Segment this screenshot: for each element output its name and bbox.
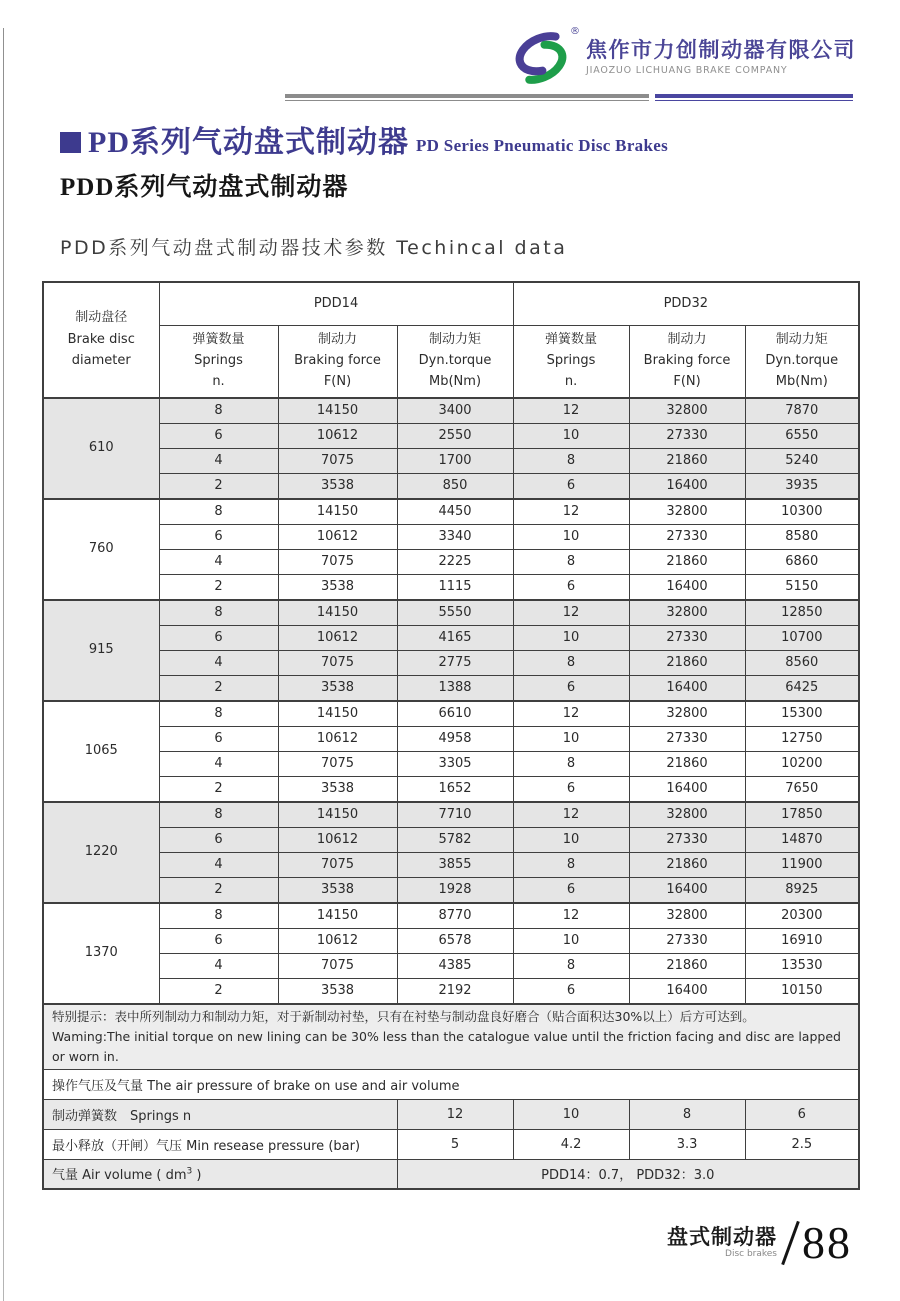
data-cell: 4958 [397,726,513,751]
brake-disc-diameter-header: 制动盘径 Brake disc diameter [43,282,159,398]
data-cell: 7650 [745,776,859,802]
data-cell: 12 [513,701,629,727]
data-cell: 10 [513,726,629,751]
data-cell: 13530 [745,953,859,978]
data-cell: 32800 [629,398,745,424]
data-cell: 27330 [629,423,745,448]
series-title-en: PD Series Pneumatic Disc Brakes [416,135,668,155]
data-cell: 10300 [745,499,859,525]
data-cell: 8 [159,499,278,525]
data-cell: 10 [513,625,629,650]
brake-disc-diameter-cell: 760 [43,499,159,600]
braking-force-header: 制动力 Braking force F(N) [629,326,745,398]
data-cell: 8580 [745,524,859,549]
data-cell: 5240 [745,448,859,473]
air-volume-label: 气量 Air volume ( $dm^3$ ) [43,1159,397,1189]
data-cell: 2192 [397,978,513,1004]
brake-disc-diameter-cell: 915 [43,600,159,701]
data-cell: 8 [159,701,278,727]
data-cell: 8 [513,751,629,776]
footer-section-label [667,1227,777,1259]
data-cell: 7870 [745,398,859,424]
footer-label-cn: 盘式制动器 [667,1225,777,1249]
air-volume-row [43,1159,859,1189]
title-square-bullet-icon [60,132,81,153]
data-cell: 3538 [278,473,397,499]
data-cell: 1928 [397,877,513,903]
data-cell: 32800 [629,701,745,727]
min-release-pressure-row [43,1129,859,1159]
data-cell: 2 [159,473,278,499]
data-cell: 14150 [278,398,397,424]
value-cell: 12 [397,1099,513,1129]
registered-trademark-icon: ® [570,26,580,37]
data-cell: 2 [159,877,278,903]
springs-count-row [43,1099,859,1129]
data-cell: 16910 [745,928,859,953]
data-cell: 17850 [745,802,859,828]
data-cell: 16400 [629,877,745,903]
data-cell: 10200 [745,751,859,776]
data-cell: 6610 [397,701,513,727]
model-header-pdd14: PDD14 [159,282,513,326]
data-cell: 4 [159,448,278,473]
data-cell: 10612 [278,827,397,852]
data-cell: 14150 [278,903,397,929]
logo-swirl-icon [506,28,578,86]
data-cell: 21860 [629,751,745,776]
warning-note-cell [43,1004,859,1070]
data-cell: 20300 [745,903,859,929]
data-cell: 2225 [397,549,513,574]
table-row [43,574,859,600]
data-cell: 32800 [629,600,745,626]
data-cell: 12 [513,398,629,424]
value-cell: 2.5 [745,1129,859,1159]
data-cell: 15300 [745,701,859,727]
data-cell: 16400 [629,978,745,1004]
data-cell: 10612 [278,726,397,751]
data-cell: 14150 [278,600,397,626]
table-row [43,776,859,802]
data-cell: 8925 [745,877,859,903]
data-cell: 8 [513,953,629,978]
table-row [43,726,859,751]
data-cell: 3538 [278,675,397,701]
data-cell: 12 [513,903,629,929]
table-row [43,802,859,828]
table-row [43,701,859,727]
model-subtitle: PDD系列气动盘式制动器 [60,173,349,201]
data-cell: 6 [159,827,278,852]
table-row [43,473,859,499]
data-cell: 7075 [278,953,397,978]
data-cell: 6 [513,574,629,600]
data-cell: 6550 [745,423,859,448]
data-cell: 7710 [397,802,513,828]
header-rule-purple [655,94,853,101]
data-cell: 21860 [629,953,745,978]
data-cell: 6425 [745,675,859,701]
table-row [43,549,859,574]
data-cell: 12 [513,802,629,828]
data-cell: 12 [513,600,629,626]
data-cell: 16400 [629,473,745,499]
table-row [43,751,859,776]
data-cell: 2550 [397,423,513,448]
brake-disc-diameter-cell: 1370 [43,903,159,1004]
header-rule [285,94,855,101]
data-cell: 2 [159,978,278,1004]
air-pressure-section-label: 操作气压及气量 The air pressure of brake on use and air volume [43,1069,859,1099]
data-cell: 4 [159,549,278,574]
data-cell: 6 [159,625,278,650]
data-cell: 10 [513,827,629,852]
data-cell: 1388 [397,675,513,701]
company-name-cn: 焦作市力创制动器有限公司 [586,38,856,63]
page-header [0,28,856,86]
data-cell: 8770 [397,903,513,929]
data-cell: 3538 [278,776,397,802]
company-name-block [586,38,856,75]
table-row [43,448,859,473]
data-cell: 4385 [397,953,513,978]
table-row [43,675,859,701]
brake-disc-diameter-cell: 1065 [43,701,159,802]
data-cell: 8 [513,448,629,473]
footer-slash-icon [781,1221,800,1265]
table-row [43,423,859,448]
page-number: 88 [802,1217,852,1268]
data-cell: 10612 [278,524,397,549]
data-cell: 10 [513,928,629,953]
min-release-pressure-label: 最小释放（开闸）气压 Min resease pressure (bar) [43,1129,397,1159]
springs-header: 弹簧数量 Springs n. [513,326,629,398]
data-cell: 5550 [397,600,513,626]
data-cell: 27330 [629,524,745,549]
table-row [43,953,859,978]
series-title-row [60,127,900,159]
data-cell: 12 [513,499,629,525]
data-cell: 10 [513,524,629,549]
data-cell: 1652 [397,776,513,802]
data-cell: 3400 [397,398,513,424]
data-cell: 3538 [278,877,397,903]
data-cell: 10612 [278,625,397,650]
company-logo [506,28,578,86]
data-cell: 5150 [745,574,859,600]
data-cell: 850 [397,473,513,499]
data-cell: 8 [159,600,278,626]
footer-label-en: Disc brakes [725,1249,777,1259]
table-row [43,903,859,929]
dyn-torque-header: 制动力矩 Dyn.torque Mb(Nm) [745,326,859,398]
data-cell: 27330 [629,827,745,852]
value-cell: 3.3 [629,1129,745,1159]
data-cell: 27330 [629,726,745,751]
data-cell: 14150 [278,802,397,828]
data-cell: 7075 [278,650,397,675]
table-row [43,827,859,852]
table-notes-body [43,1004,859,1190]
data-cell: 16400 [629,574,745,600]
data-cell: 3340 [397,524,513,549]
data-cell: 2775 [397,650,513,675]
data-cell: 7075 [278,751,397,776]
data-cell: 21860 [629,650,745,675]
data-cell: 4 [159,953,278,978]
warning-note-row [43,1004,859,1070]
dyn-torque-header: 制动力矩 Dyn.torque Mb(Nm) [397,326,513,398]
page-footer [0,1217,852,1268]
company-name-en: JIAOZUO LICHUANG BRAKE COMPANY [586,64,788,76]
data-cell: 5782 [397,827,513,852]
data-cell: 16400 [629,776,745,802]
data-cell: 8 [159,398,278,424]
data-cell: 10 [513,423,629,448]
data-cell: 4 [159,852,278,877]
table-header [43,282,859,398]
table-row [43,524,859,549]
table-row [43,625,859,650]
brake-disc-diameter-cell: 610 [43,398,159,499]
data-cell: 8 [159,903,278,929]
data-cell: 2 [159,776,278,802]
data-cell: 12850 [745,600,859,626]
data-cell: 6578 [397,928,513,953]
header-rule-gray [285,94,649,101]
table-row [43,852,859,877]
data-cell: 6 [513,675,629,701]
data-cell: 10700 [745,625,859,650]
data-cell: 3855 [397,852,513,877]
data-cell: 10612 [278,928,397,953]
data-cell: 7075 [278,852,397,877]
data-cell: 32800 [629,499,745,525]
data-cell: 8 [513,650,629,675]
data-cell: 6 [159,928,278,953]
data-cell: 6 [159,726,278,751]
data-cell: 14150 [278,499,397,525]
table-row [43,650,859,675]
model-header-pdd32: PDD32 [513,282,859,326]
data-cell: 6 [513,776,629,802]
table-row [43,398,859,424]
value-cell: 8 [629,1099,745,1129]
data-cell: 14870 [745,827,859,852]
data-cell: 1115 [397,574,513,600]
brake-disc-diameter-cell: 1220 [43,802,159,903]
series-title-cn: PD系列气动盘式制动器 [88,126,409,159]
data-cell: 12750 [745,726,859,751]
value-cell: 6 [745,1099,859,1129]
table-data-body [43,398,859,1004]
data-cell: 21860 [629,448,745,473]
data-cell: 1700 [397,448,513,473]
data-cell: 6 [159,524,278,549]
warning-note-en: Waming:The initial torque on new lining can be 30% less than the catalogue value until the friction facing and disc are lapped or worn in. [52,1028,841,1064]
data-cell: 16400 [629,675,745,701]
data-cell: 10612 [278,423,397,448]
braking-force-header: 制动力 Braking force F(N) [278,326,397,398]
data-cell: 21860 [629,549,745,574]
data-cell: 4 [159,751,278,776]
data-cell: 6 [513,877,629,903]
data-cell: 4450 [397,499,513,525]
data-cell: 10150 [745,978,859,1004]
springs-header: 弹簧数量 Springs n. [159,326,278,398]
data-cell: 32800 [629,802,745,828]
data-cell: 8 [513,852,629,877]
data-cell: 6 [159,423,278,448]
table-row [43,928,859,953]
data-cell: 3935 [745,473,859,499]
data-cell: 32800 [629,903,745,929]
table-row [43,499,859,525]
warning-note-cn: 特别提示：表中所列制动力和制动力矩，对于新制动衬垫，只有在衬垫与制动盘良好磨合（贴合面积达30%以上）后方可达到。 [52,1008,755,1024]
data-cell: 2 [159,574,278,600]
technical-data-table [42,281,860,1191]
air-volume-value: PDD14：0.7， PDD32：3.0 [397,1159,859,1189]
data-cell: 27330 [629,928,745,953]
data-cell: 14150 [278,701,397,727]
data-cell: 7075 [278,549,397,574]
data-cell: 21860 [629,852,745,877]
data-cell: 7075 [278,448,397,473]
data-cell: 3305 [397,751,513,776]
springs-count-label: 制动弹簧数 Springs n [43,1099,397,1129]
value-cell: 10 [513,1099,629,1129]
page-edge-line [3,28,4,1301]
data-cell: 6 [513,473,629,499]
table-row [43,877,859,903]
table-row [43,600,859,626]
data-cell: 3538 [278,978,397,1004]
data-cell: 11900 [745,852,859,877]
value-cell: 5 [397,1129,513,1159]
data-cell: 27330 [629,625,745,650]
data-cell: 8560 [745,650,859,675]
table-row [43,978,859,1004]
data-cell: 3538 [278,574,397,600]
data-cell: 2 [159,675,278,701]
data-cell: 4165 [397,625,513,650]
section-title: PDD系列气动盘式制动器技术参数 Techincal data [60,236,568,259]
data-cell: 4 [159,650,278,675]
air-pressure-section-row [43,1069,859,1099]
data-cell: 6860 [745,549,859,574]
value-cell: 4.2 [513,1129,629,1159]
data-cell: 6 [513,978,629,1004]
data-cell: 8 [159,802,278,828]
data-cell: 8 [513,549,629,574]
